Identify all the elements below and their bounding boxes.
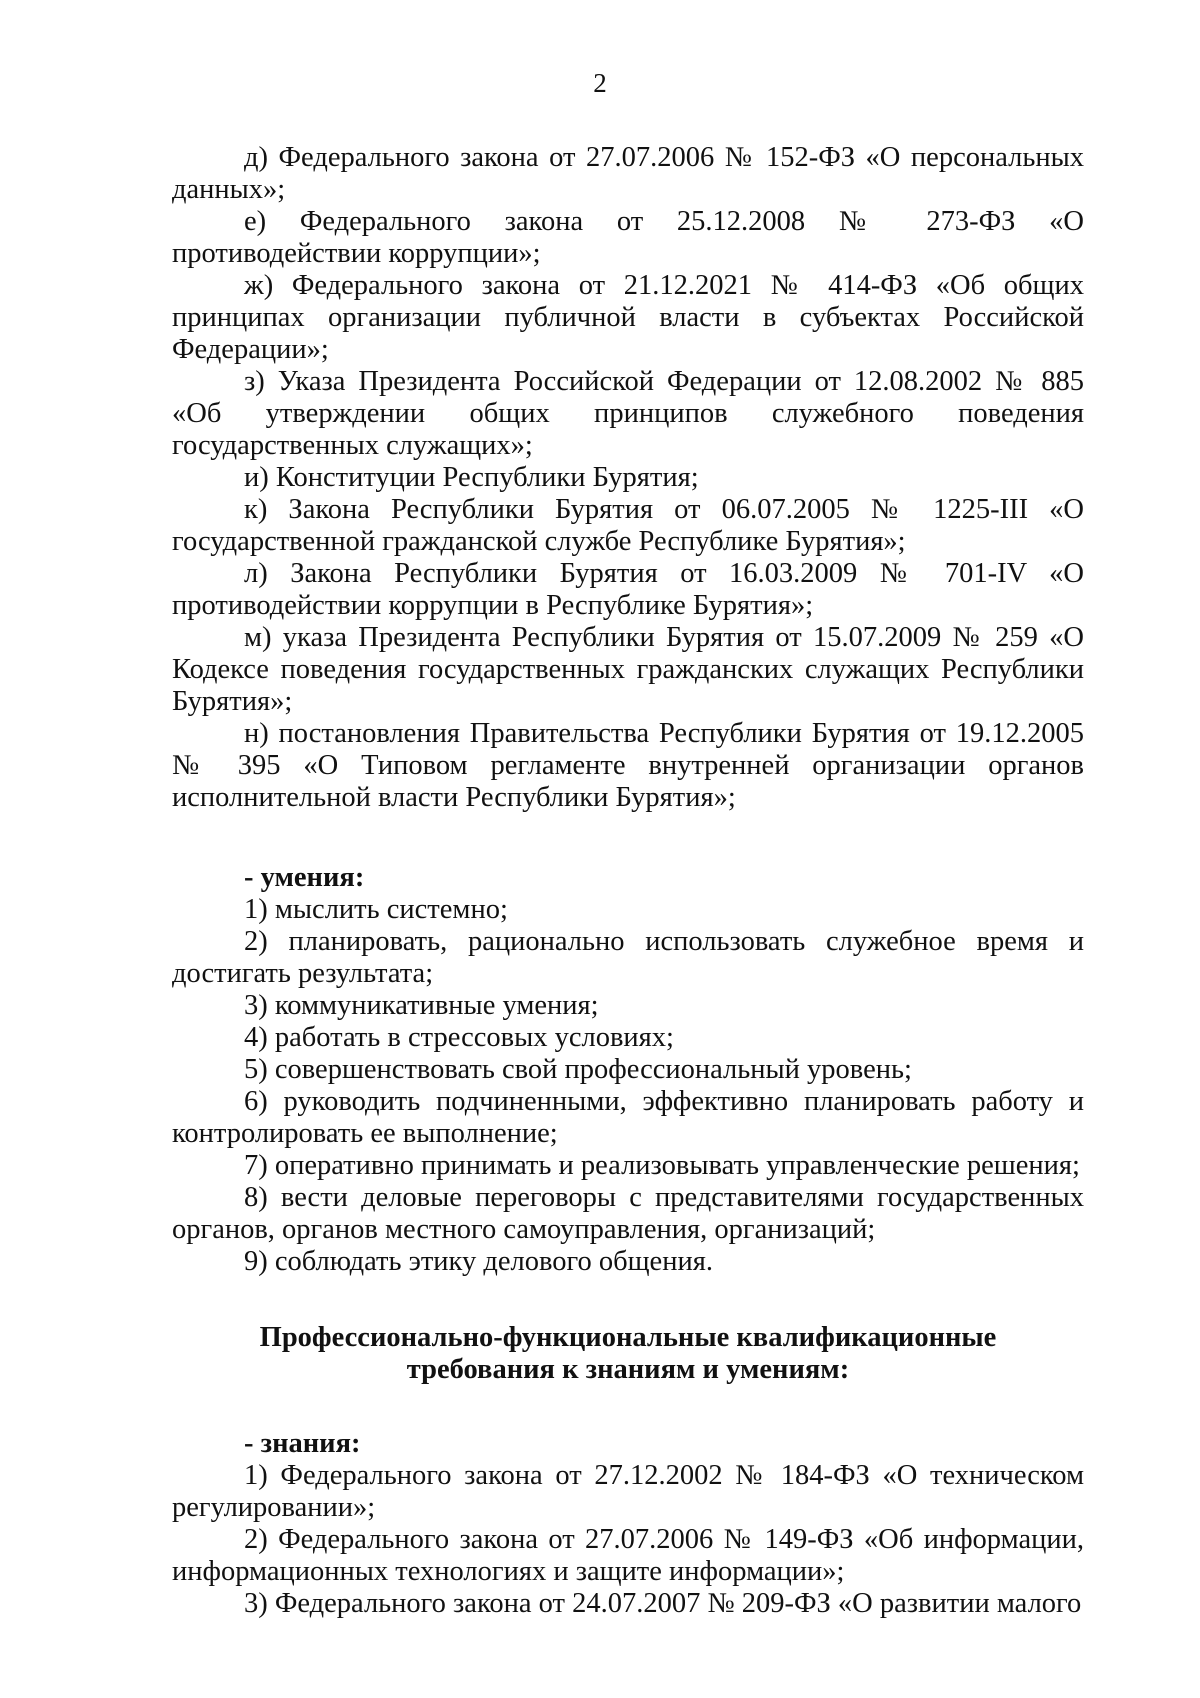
list-item: н) постановления Правительства Республики Бурятия от 19.12.2005 № 395 «О Типовом регламенте внутренней организации органов исполнительной власти Республики Бурятия»;: [172, 718, 1084, 813]
skill-item: 1) мыслить системно;: [244, 894, 508, 925]
list-item: д) Федерального закона от 27.07.2006 № 152-ФЗ «О персональных данных»;: [172, 142, 1084, 205]
spacer: [172, 814, 1084, 862]
page-number: 2: [593, 68, 607, 98]
list-item: е) Федерального закона от 25.12.2008 № 273-ФЗ «О противодействии коррупции»;: [172, 206, 1084, 269]
knowledge-heading: - знания:: [244, 1428, 361, 1459]
skill-item: 6) руководить подчиненными, эффективно планировать работу и контролировать ее выполнение;: [172, 1086, 1084, 1149]
list-item: ж) Федерального закона от 21.12.2021 № 414-ФЗ «Об общих принципах организации публичной власти в субъектах Российской Федерации»;: [172, 270, 1084, 365]
skill-item: 5) совершенствовать свой профессиональный уровень;: [244, 1054, 912, 1085]
knowledge-item: 3) Федерального закона от 24.07.2007 № 209-ФЗ «О развитии малого: [244, 1588, 1082, 1619]
document-body: [172, 142, 1084, 1620]
list-item: и) Конституции Республики Бурятия;: [244, 462, 699, 493]
skill-item: 9) соблюдать этику делового общения.: [244, 1246, 713, 1277]
list-item: к) Закона Республики Бурятия от 06.07.2005 № 1225-III «О государственной гражданской службе Республике Бурятия»;: [172, 494, 1084, 557]
list-item: м) указа Президента Республики Бурятия от 15.07.2009 № 259 «О Кодексе поведения государственных гражданских служащих Республики Бурятия»;: [172, 622, 1084, 717]
knowledge-item: 2) Федерального закона от 27.07.2006 № 149-ФЗ «Об информации, информационных технологиях и защите информации»;: [172, 1524, 1084, 1587]
skill-item: 7) оперативно принимать и реализовывать управленческие решения;: [244, 1150, 1080, 1181]
spacer: [172, 1386, 1084, 1428]
section-title-line-2: требования к знаниям и умениям:: [406, 1354, 850, 1385]
section-title-line-1: Профессионально-функциональные квалификационные: [259, 1322, 997, 1353]
skill-item: 3) коммуникативные умения;: [244, 990, 599, 1021]
spacer: [172, 1278, 1084, 1322]
list-item: з) Указа Президента Российской Федерации от 12.08.2002 № 885 «Об утверждении общих принципов служебного поведения государственных служащих»;: [172, 366, 1084, 461]
knowledge-item: 1) Федерального закона от 27.12.2002 № 184-ФЗ «О техническом регулировании»;: [172, 1460, 1084, 1523]
skill-item: 2) планировать, рационально использовать служебное время и достигать результата;: [172, 926, 1084, 989]
skills-heading: - умения:: [244, 862, 365, 893]
skill-item: 4) работать в стрессовых условиях;: [244, 1022, 674, 1053]
skill-item: 8) вести деловые переговоры с представителями государственных органов, органов местного самоуправления, организаций;: [172, 1182, 1084, 1245]
list-item: л) Закона Республики Бурятия от 16.03.2009 № 701-IV «О противодействии коррупции в Республике Бурятия»;: [172, 558, 1084, 621]
